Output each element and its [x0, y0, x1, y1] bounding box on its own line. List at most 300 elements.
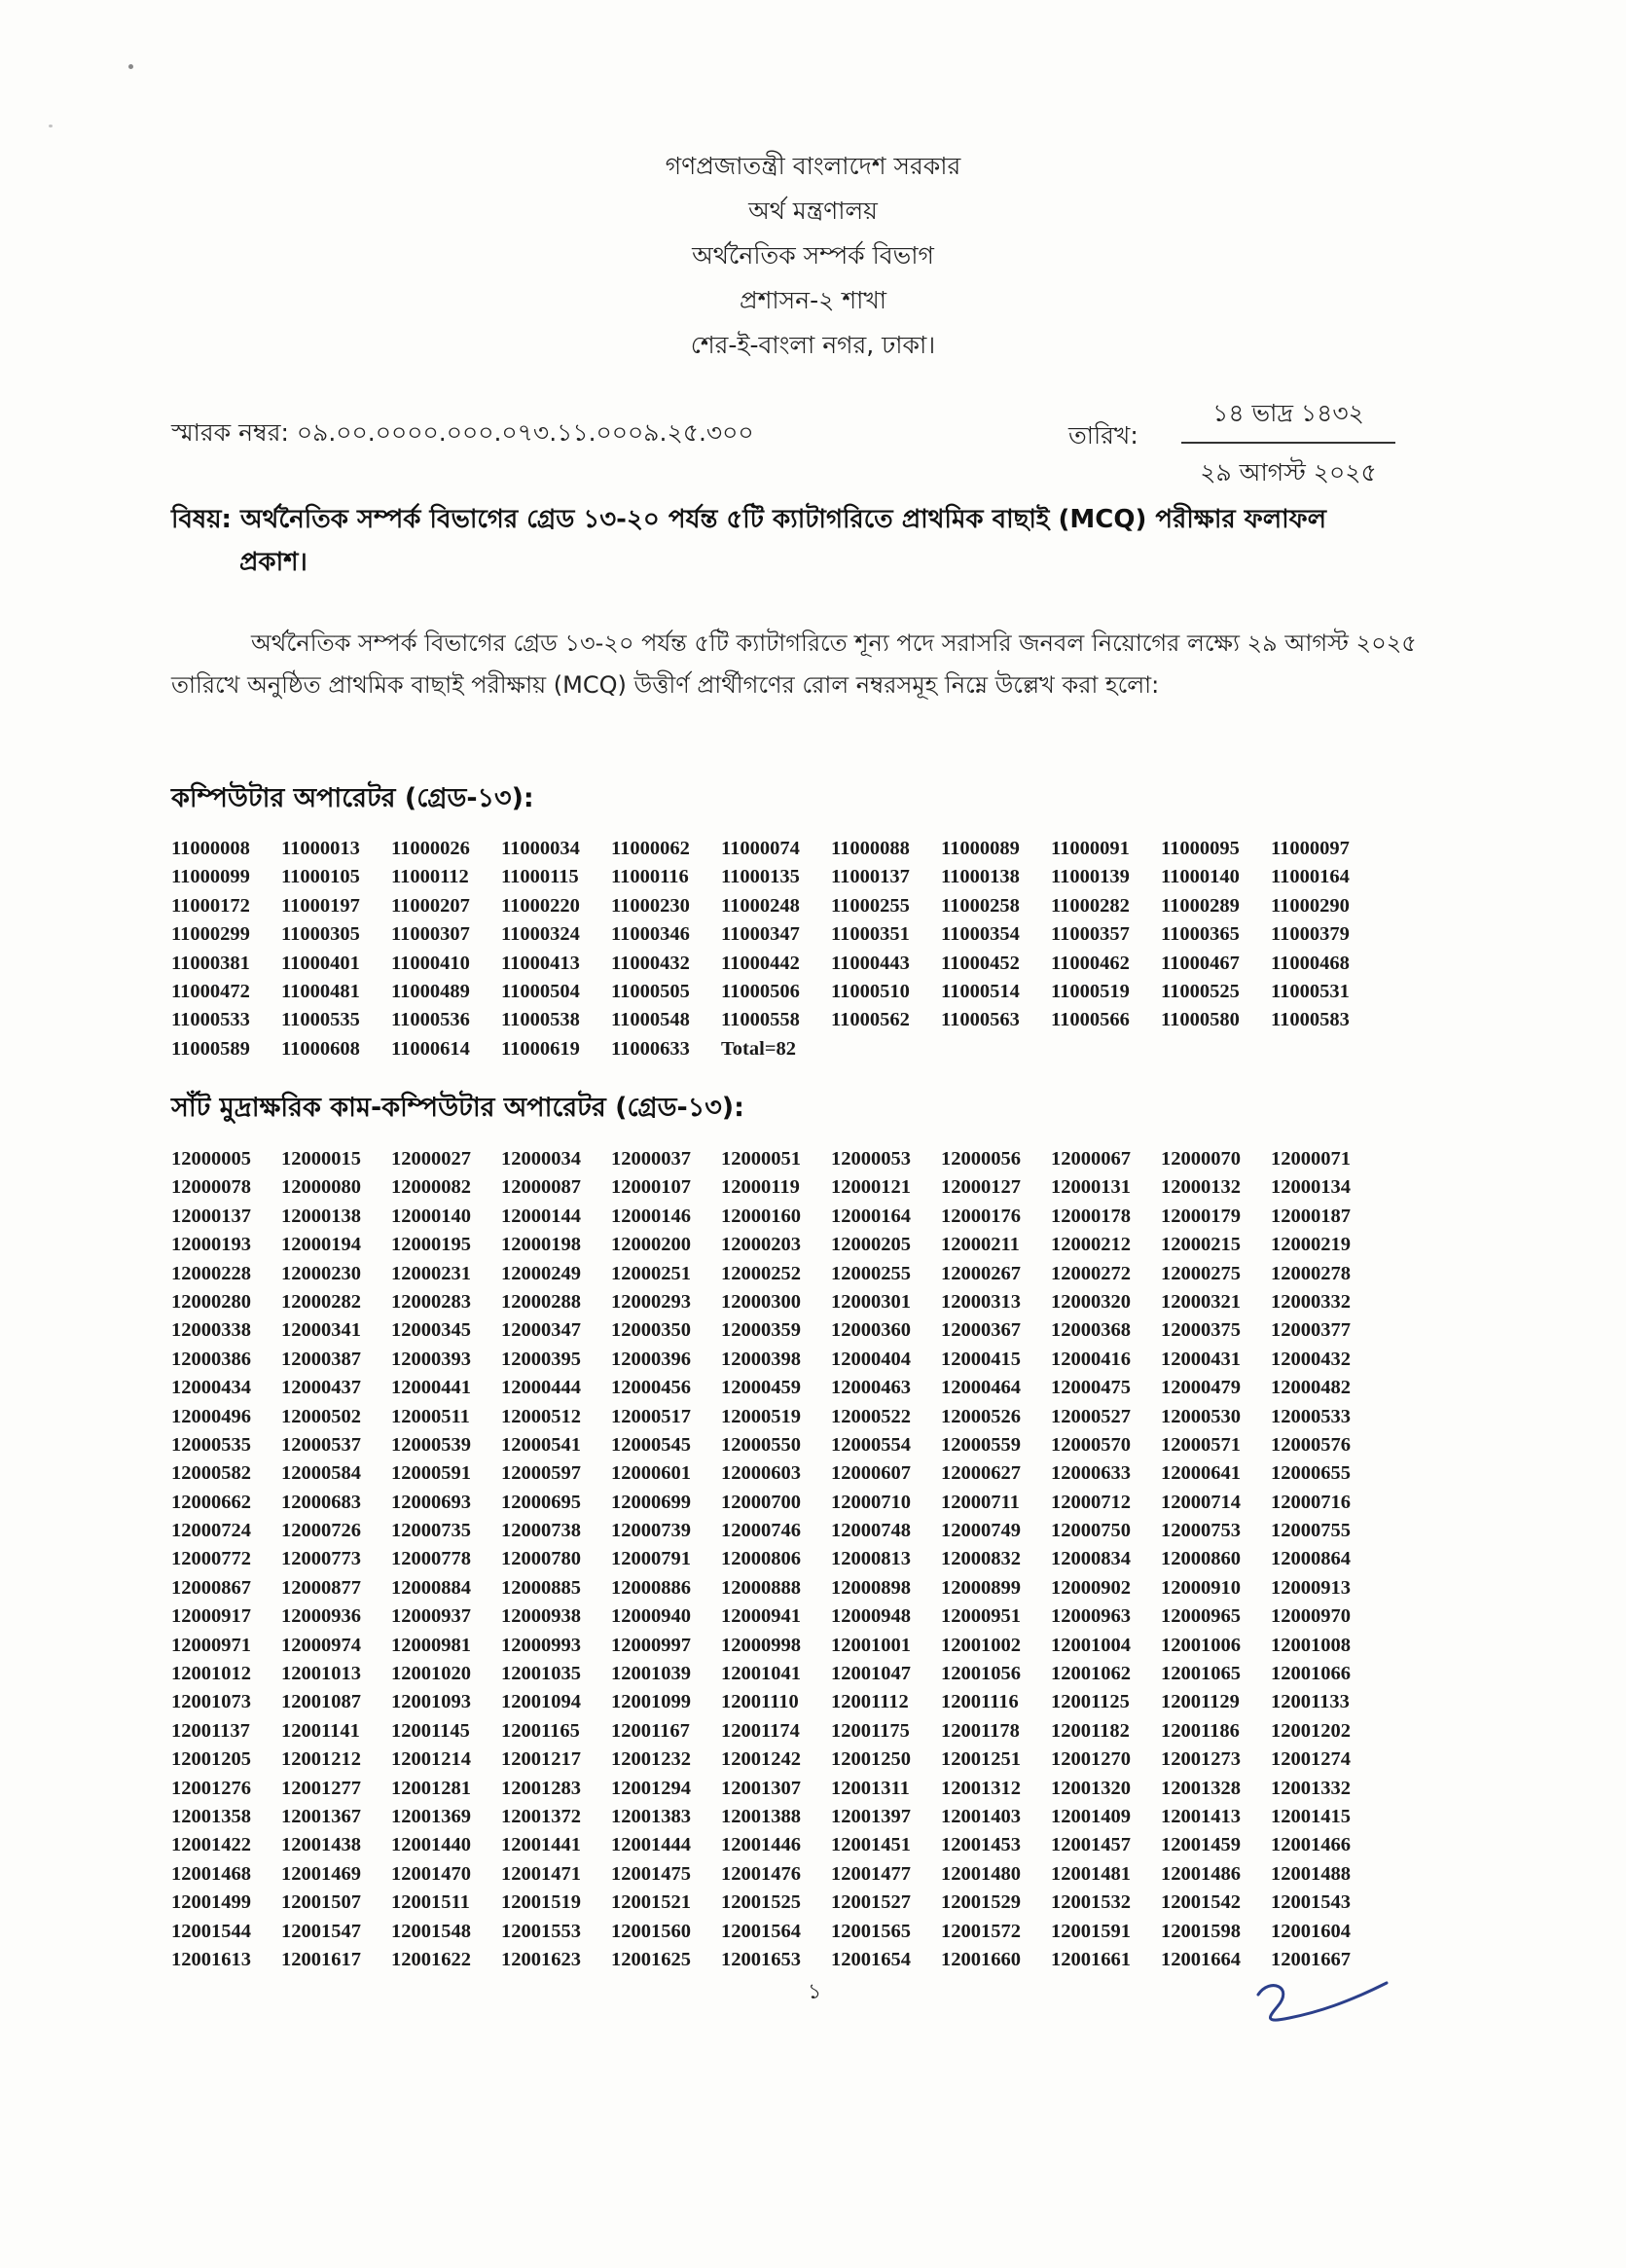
roll-number: 11000619: [501, 1037, 580, 1060]
roll-number: 12000695: [501, 1491, 581, 1513]
roll-number: 12000545: [611, 1433, 691, 1456]
roll-number: 12001475: [611, 1862, 691, 1885]
roll-number: 12001125: [1051, 1691, 1130, 1713]
roll-number: 12001564: [721, 1920, 801, 1942]
roll-number: 12000215: [1161, 1234, 1241, 1256]
roll-number: 12001212: [281, 1748, 361, 1771]
roll-number: 12001532: [1051, 1891, 1131, 1914]
roll-number: 12001661: [1051, 1948, 1131, 1970]
roll-number: 12000888: [721, 1576, 801, 1599]
roll-number: 11000207: [391, 894, 470, 917]
roll-number: 12000885: [501, 1576, 581, 1599]
letterhead: [0, 144, 1626, 368]
roll-number: 12001277: [281, 1777, 361, 1799]
roll-number: 12000176: [941, 1205, 1021, 1227]
roll-number: 12000051: [721, 1148, 801, 1170]
roll-number: 12000464: [941, 1377, 1021, 1399]
roll-number: 12000087: [501, 1176, 581, 1199]
roll-number: 12000267: [941, 1262, 1021, 1284]
roll-number: 11000410: [391, 952, 470, 974]
roll-number: 12001205: [171, 1748, 251, 1771]
roll-number: 12001468: [171, 1862, 251, 1885]
roll-number: 12001459: [1161, 1834, 1241, 1856]
roll-number: 12001527: [831, 1891, 911, 1914]
roll-number: 11000548: [611, 1009, 690, 1031]
roll-number: 12000607: [831, 1462, 911, 1485]
roll-number: 12001066: [1271, 1663, 1351, 1685]
roll-number: 12000683: [281, 1491, 361, 1513]
roll-number: 11000034: [501, 838, 580, 859]
roll-number: 11000290: [1271, 894, 1350, 917]
roll-number: 11000135: [721, 866, 800, 888]
roll-number: 12001112: [831, 1691, 909, 1713]
roll-number: 11000566: [1051, 1009, 1130, 1031]
roll-number: 12001507: [281, 1891, 361, 1914]
roll-number: 12001413: [1161, 1805, 1241, 1827]
roll-number: 12000080: [281, 1176, 361, 1199]
roll-number: 12000459: [721, 1377, 801, 1399]
roll-number: 11000258: [941, 894, 1020, 917]
roll-number: 11000504: [501, 980, 580, 1002]
roll-number: 12000441: [391, 1377, 471, 1399]
roll-number: 12000963: [1051, 1605, 1131, 1628]
roll-number: 12000203: [721, 1234, 801, 1256]
roll-number: 12000974: [281, 1634, 361, 1656]
roll-number: 12001388: [721, 1805, 801, 1827]
roll-row: [171, 1145, 1381, 1173]
roll-number: 12001476: [721, 1862, 801, 1885]
roll-number: 11000099: [171, 866, 250, 888]
roll-number: 12000144: [501, 1205, 581, 1227]
roll-number: 12001002: [941, 1634, 1021, 1656]
roll-number: 12001397: [831, 1805, 911, 1827]
roll-number: 11000489: [391, 980, 470, 1002]
roll-number: 12000591: [391, 1462, 471, 1485]
roll-number: 12000211: [941, 1234, 1020, 1256]
roll-number: 12001543: [1271, 1891, 1351, 1914]
roll-number: 12000251: [611, 1262, 691, 1284]
roll-number: 12000195: [391, 1234, 471, 1256]
roll-number: 12001116: [941, 1691, 1019, 1713]
roll-number: 12001307: [721, 1777, 801, 1799]
roll-number: 12000753: [1161, 1520, 1241, 1542]
date-gregorian: ২৯ আগস্ট ২০২৫: [1200, 458, 1377, 486]
roll-number: 12001604: [1271, 1920, 1351, 1942]
roll-number: 12000127: [941, 1176, 1021, 1199]
roll-number: 12000576: [1271, 1433, 1351, 1456]
roll-number: 12001525: [721, 1891, 801, 1914]
roll-number: 12000368: [1051, 1319, 1131, 1342]
roll-number: 12000641: [1161, 1462, 1241, 1485]
date-bengali-calendar: ১৪ ভাদ্র ১৪৩২: [1181, 394, 1395, 444]
roll-number: 12001274: [1271, 1748, 1351, 1771]
roll-number: 11000305: [281, 923, 360, 946]
roll-row: [171, 1489, 1381, 1517]
roll-number: 12001332: [1271, 1777, 1351, 1799]
roll-number: 12001001: [831, 1634, 911, 1656]
roll-row: [171, 1260, 1381, 1288]
roll-row: [171, 1459, 1381, 1488]
roll-number: 12001519: [501, 1891, 581, 1914]
roll-number: 12000970: [1271, 1605, 1351, 1628]
roll-number: 12000993: [501, 1634, 581, 1656]
roll-number: 12000832: [941, 1548, 1021, 1570]
roll-number: 12001654: [831, 1948, 911, 1970]
roll-number: 12000867: [171, 1576, 251, 1599]
roll-number: 12000187: [1271, 1205, 1351, 1227]
roll-number: 11000138: [941, 866, 1020, 888]
roll-number: 12000726: [281, 1520, 361, 1542]
roll-number: 12001232: [611, 1748, 691, 1771]
roll-number: 12001560: [611, 1920, 691, 1942]
roll-number: 11000481: [281, 980, 360, 1002]
roll-number: 12001145: [391, 1719, 470, 1742]
roll-number: 12001625: [611, 1948, 691, 1970]
roll-number: 11000365: [1161, 923, 1240, 946]
roll-number: 12000791: [611, 1548, 691, 1570]
letterhead-line: শের-ই-বাংলা নগর, ঢাকা।: [690, 331, 936, 359]
roll-number: 11000531: [1271, 980, 1350, 1002]
roll-row: [171, 978, 1381, 1006]
roll-row: [171, 1006, 1381, 1034]
roll-row: [171, 1231, 1381, 1259]
roll-number: 12000971: [171, 1634, 251, 1656]
roll-number: 12001613: [171, 1948, 251, 1970]
letterhead-line: অর্থনৈতিক সম্পর্ক বিভাগ: [692, 241, 934, 270]
section-title-stenotypist: সাঁট মুদ্রাক্ষরিক কাম-কম্পিউটার অপারেটর (গ্রেড-১৩):: [171, 1093, 744, 1123]
roll-list-stenotypist: [171, 1145, 1381, 1974]
roll-number: 12000519: [721, 1405, 801, 1427]
roll-number: 12001547: [281, 1920, 361, 1942]
section-total: Total=82: [721, 1037, 796, 1060]
roll-number: 12001667: [1271, 1948, 1351, 1970]
roll-number: 12000437: [281, 1377, 361, 1399]
roll-number: 12001004: [1051, 1634, 1131, 1656]
roll-number: 12001281: [391, 1777, 471, 1799]
roll-number: 12001565: [831, 1920, 911, 1942]
roll-number: 12000537: [281, 1433, 361, 1456]
roll-number: 11000519: [1051, 980, 1130, 1002]
roll-number: 12001056: [941, 1663, 1021, 1685]
roll-number: 11000506: [721, 980, 800, 1002]
roll-number: 12000313: [941, 1290, 1021, 1313]
roll-number: 12000067: [1051, 1148, 1131, 1170]
roll-number: 12001294: [611, 1777, 691, 1799]
roll-number: 12000034: [501, 1148, 581, 1170]
roll-number: 12001544: [171, 1920, 251, 1942]
roll-row: [171, 1431, 1381, 1459]
roll-number: 12000338: [171, 1319, 251, 1342]
roll-row: [171, 1203, 1381, 1231]
roll-number: 12001441: [501, 1834, 581, 1856]
roll-number: 12000255: [831, 1262, 911, 1284]
roll-number: 12000526: [941, 1405, 1021, 1427]
roll-number: 11000354: [941, 923, 1020, 946]
roll-number: 12001273: [1161, 1748, 1241, 1771]
roll-number: 12000301: [831, 1290, 911, 1313]
roll-number: 12000272: [1051, 1262, 1131, 1284]
roll-number: 12000512: [501, 1405, 581, 1427]
roll-number: 12000571: [1161, 1433, 1241, 1456]
roll-number: 12001453: [941, 1834, 1021, 1856]
roll-number: 12001175: [831, 1719, 910, 1742]
roll-number: 11000289: [1161, 894, 1240, 917]
roll-number: 11000248: [721, 894, 800, 917]
roll-number: 11000536: [391, 1009, 470, 1031]
roll-number: 12001664: [1161, 1948, 1241, 1970]
roll-number: 12000749: [941, 1520, 1021, 1542]
roll-row: [171, 1374, 1381, 1402]
roll-number: 12000601: [611, 1462, 691, 1485]
roll-number: 12000387: [281, 1348, 361, 1370]
roll-number: 11000115: [501, 866, 579, 888]
roll-number: 12000037: [611, 1148, 691, 1170]
roll-number: 12000347: [501, 1319, 581, 1342]
roll-number: 12000228: [171, 1262, 251, 1284]
roll-number: 11000357: [1051, 923, 1130, 946]
roll-row: [171, 920, 1381, 949]
roll-row: [171, 1775, 1381, 1803]
page-number: ১: [808, 1980, 822, 2004]
roll-number: 12001477: [831, 1862, 911, 1885]
roll-number: 11000432: [611, 952, 690, 974]
roll-number: 12000522: [831, 1405, 911, 1427]
roll-number: 12000005: [171, 1148, 251, 1170]
roll-number: 12000582: [171, 1462, 251, 1485]
roll-number: 11000633: [611, 1037, 690, 1060]
roll-row: [171, 1316, 1381, 1345]
roll-row: [171, 1717, 1381, 1746]
roll-number: 11000442: [721, 952, 800, 974]
roll-number: 12000482: [1271, 1377, 1351, 1399]
roll-number: 12001469: [281, 1862, 361, 1885]
roll-number: 12001383: [611, 1805, 691, 1827]
roll-number: 12000359: [721, 1319, 801, 1342]
roll-number: 12001488: [1271, 1862, 1351, 1885]
roll-number: 12000194: [281, 1234, 361, 1256]
roll-number: 12000941: [721, 1605, 801, 1628]
roll-number: 11000164: [1271, 866, 1350, 888]
roll-number: 12001174: [721, 1719, 800, 1742]
memo-number: স্মারক নম্বর: ০৯.০০.০০০০.০০০.০৭৩.১১.০০০৯.২৫.৩০০: [171, 418, 754, 447]
roll-number: 12001409: [1051, 1805, 1131, 1827]
letterhead-line: অর্থ মন্ত্রণালয়: [748, 197, 878, 225]
roll-row: [171, 1632, 1381, 1660]
roll-row: [171, 1346, 1381, 1374]
roll-row: [171, 1545, 1381, 1573]
roll-number: 12001012: [171, 1663, 251, 1685]
roll-number: 11000139: [1051, 866, 1130, 888]
roll-number: 12001480: [941, 1862, 1021, 1885]
roll-number: 12001591: [1051, 1920, 1131, 1942]
roll-number: 12001466: [1271, 1834, 1351, 1856]
roll-number: 11000467: [1161, 952, 1240, 974]
roll-number: 12000936: [281, 1605, 361, 1628]
roll-number: 12000134: [1271, 1176, 1351, 1199]
letterhead-line: প্রশাসন-২ শাখা: [739, 286, 887, 314]
roll-number: 11000462: [1051, 952, 1130, 974]
section-title-computer-operator: কম্পিউটার অপারেটর (গ্রেড-১৩):: [171, 783, 534, 813]
roll-number: 12001087: [281, 1691, 361, 1713]
roll-number: 12000375: [1161, 1319, 1241, 1342]
roll-number: 12000539: [391, 1433, 471, 1456]
date-block: [1181, 394, 1395, 495]
roll-number: 12001622: [391, 1948, 471, 1970]
roll-number: 12000965: [1161, 1605, 1241, 1628]
roll-number: 11000230: [611, 894, 690, 917]
roll-number: 12000550: [721, 1433, 801, 1456]
roll-number: 12001242: [721, 1748, 801, 1771]
roll-number: 12001167: [611, 1719, 690, 1742]
roll-number: 12000415: [941, 1348, 1021, 1370]
roll-number: 11000505: [611, 980, 690, 1002]
roll-number: 12001250: [831, 1748, 911, 1771]
roll-number: 11000589: [171, 1037, 250, 1060]
roll-number: 12000138: [281, 1205, 361, 1227]
roll-number: 11000538: [501, 1009, 580, 1031]
roll-number: 12000121: [831, 1176, 911, 1199]
roll-number: 12000132: [1161, 1176, 1241, 1199]
roll-row: [171, 1803, 1381, 1831]
roll-number: 12001320: [1051, 1777, 1131, 1799]
roll-number: 12001217: [501, 1748, 581, 1771]
roll-number: 11000074: [721, 838, 800, 859]
roll-number: 12001451: [831, 1834, 911, 1856]
roll-number: 12000937: [391, 1605, 471, 1628]
roll-number: 12001141: [281, 1719, 360, 1742]
roll-number: 12000940: [611, 1605, 691, 1628]
roll-number: 11000381: [171, 952, 250, 974]
roll-number: 12001283: [501, 1777, 581, 1799]
roll-number: 12000917: [171, 1605, 251, 1628]
body-paragraph: অর্থনৈতিক সম্পর্ক বিভাগের গ্রেড ১৩-২০ পর্যন্ত ৫টি ক্যাটাগরিতে শূন্য পদে সরাসরি জনবল নিয়োগের লক্ষ্যে ২৯ আগস্ট ২০২৫ তারিখে অনুষ্ঠিত প্রাথমিক বাছাই পরীক্ষায় (MCQ) উত্তীর্ণ প্রার্থীগণের রোল নম্বরসমূহ নিম্নে উল্লেখ করা হলো:: [171, 630, 1417, 699]
roll-number: 12000107: [611, 1176, 691, 1199]
roll-number: 12000738: [501, 1520, 581, 1542]
roll-number: 12000938: [501, 1605, 581, 1628]
roll-number: 12001598: [1161, 1920, 1241, 1942]
roll-number: 12001438: [281, 1834, 361, 1856]
roll-number: 12000535: [171, 1433, 251, 1456]
roll-number: 12001415: [1271, 1805, 1351, 1827]
roll-number: 12001062: [1051, 1663, 1131, 1685]
roll-number: 11000452: [941, 952, 1020, 974]
roll-number: 12000554: [831, 1433, 911, 1456]
roll-number: 12001270: [1051, 1748, 1131, 1771]
roll-number: 12000724: [171, 1520, 251, 1542]
roll-number: 12001572: [941, 1920, 1021, 1942]
roll-number: 12001369: [391, 1805, 471, 1827]
roll-row: [171, 1173, 1381, 1202]
roll-number: 12000288: [501, 1290, 581, 1313]
roll-number: 12001529: [941, 1891, 1021, 1914]
roll-row: [171, 1688, 1381, 1716]
roll-number: 12000716: [1271, 1491, 1351, 1513]
roll-number: 12000071: [1271, 1148, 1351, 1170]
roll-number: 12001372: [501, 1805, 581, 1827]
roll-row: [171, 1403, 1381, 1431]
roll-number: 12000633: [1051, 1462, 1131, 1485]
roll-number: 12000860: [1161, 1548, 1241, 1570]
roll-number: 12000778: [391, 1548, 471, 1570]
roll-number: 12000748: [831, 1520, 911, 1542]
roll-number: 12000750: [1051, 1520, 1131, 1542]
roll-number: 12001660: [941, 1948, 1021, 1970]
roll-number: 12000341: [281, 1319, 361, 1342]
roll-number: 12000398: [721, 1348, 801, 1370]
roll-row: [171, 1288, 1381, 1316]
roll-number: 12000997: [611, 1634, 691, 1656]
roll-number: 11000413: [501, 952, 580, 974]
roll-number: 12001470: [391, 1862, 471, 1885]
roll-number: 11000583: [1271, 1009, 1350, 1031]
roll-number: 12000627: [941, 1462, 1021, 1485]
roll-number: 12000179: [1161, 1205, 1241, 1227]
roll-number: 12001129: [1161, 1691, 1240, 1713]
roll-number: 12001486: [1161, 1862, 1241, 1885]
roll-number: 11000255: [831, 894, 910, 917]
roll-number: 12000834: [1051, 1548, 1131, 1570]
roll-number: 12000416: [1051, 1348, 1131, 1370]
roll-number: 12000511: [391, 1405, 470, 1427]
roll-number: 11000401: [281, 952, 360, 974]
roll-number: 11000346: [611, 923, 690, 946]
roll-number: 12001367: [281, 1805, 361, 1827]
roll-number: 12000463: [831, 1377, 911, 1399]
roll-number: 11000580: [1161, 1009, 1240, 1031]
roll-number: 11000116: [611, 866, 689, 888]
roll-number: 12001553: [501, 1920, 581, 1942]
roll-number: 12000755: [1271, 1520, 1351, 1542]
roll-number: 12001511: [391, 1891, 470, 1914]
roll-number: 12001444: [611, 1834, 691, 1856]
roll-number: 12000527: [1051, 1405, 1131, 1427]
roll-number: 12001093: [391, 1691, 471, 1713]
roll-number: 11000220: [501, 894, 580, 917]
roll-number: 12001137: [171, 1719, 250, 1742]
roll-number: 12000603: [721, 1462, 801, 1485]
subject-line: [171, 498, 1475, 584]
roll-number: 11000558: [721, 1009, 800, 1031]
roll-number: 12001358: [171, 1805, 251, 1827]
roll-number: 12001133: [1271, 1691, 1350, 1713]
roll-number: 12000913: [1271, 1576, 1351, 1599]
roll-number: 12000280: [171, 1290, 251, 1313]
roll-row: [171, 1574, 1381, 1602]
roll-number: 12000252: [721, 1262, 801, 1284]
roll-number: 12000700: [721, 1491, 801, 1513]
roll-number: 11000533: [171, 1009, 250, 1031]
roll-number: 11000089: [941, 838, 1020, 859]
roll-number: 12001099: [611, 1691, 691, 1713]
roll-number: 11000514: [941, 980, 1020, 1002]
roll-number: 11000562: [831, 1009, 910, 1031]
roll-number: 12001617: [281, 1948, 361, 1970]
roll-number: 12000772: [171, 1548, 251, 1570]
roll-number: 12001276: [171, 1777, 251, 1799]
roll-number: 12001623: [501, 1948, 581, 1970]
roll-number: 12000444: [501, 1377, 581, 1399]
roll-number: 12000119: [721, 1176, 800, 1199]
roll-number: 12000300: [721, 1290, 801, 1313]
roll-number: 11000097: [1271, 838, 1350, 859]
roll-number: 12000275: [1161, 1262, 1241, 1284]
roll-number: 12000886: [611, 1576, 691, 1599]
roll-number: 12000710: [831, 1491, 911, 1513]
roll-number: 12000230: [281, 1262, 361, 1284]
roll-number: 12000780: [501, 1548, 581, 1570]
roll-number: 12000739: [611, 1520, 691, 1542]
roll-number: 12000131: [1051, 1176, 1131, 1199]
